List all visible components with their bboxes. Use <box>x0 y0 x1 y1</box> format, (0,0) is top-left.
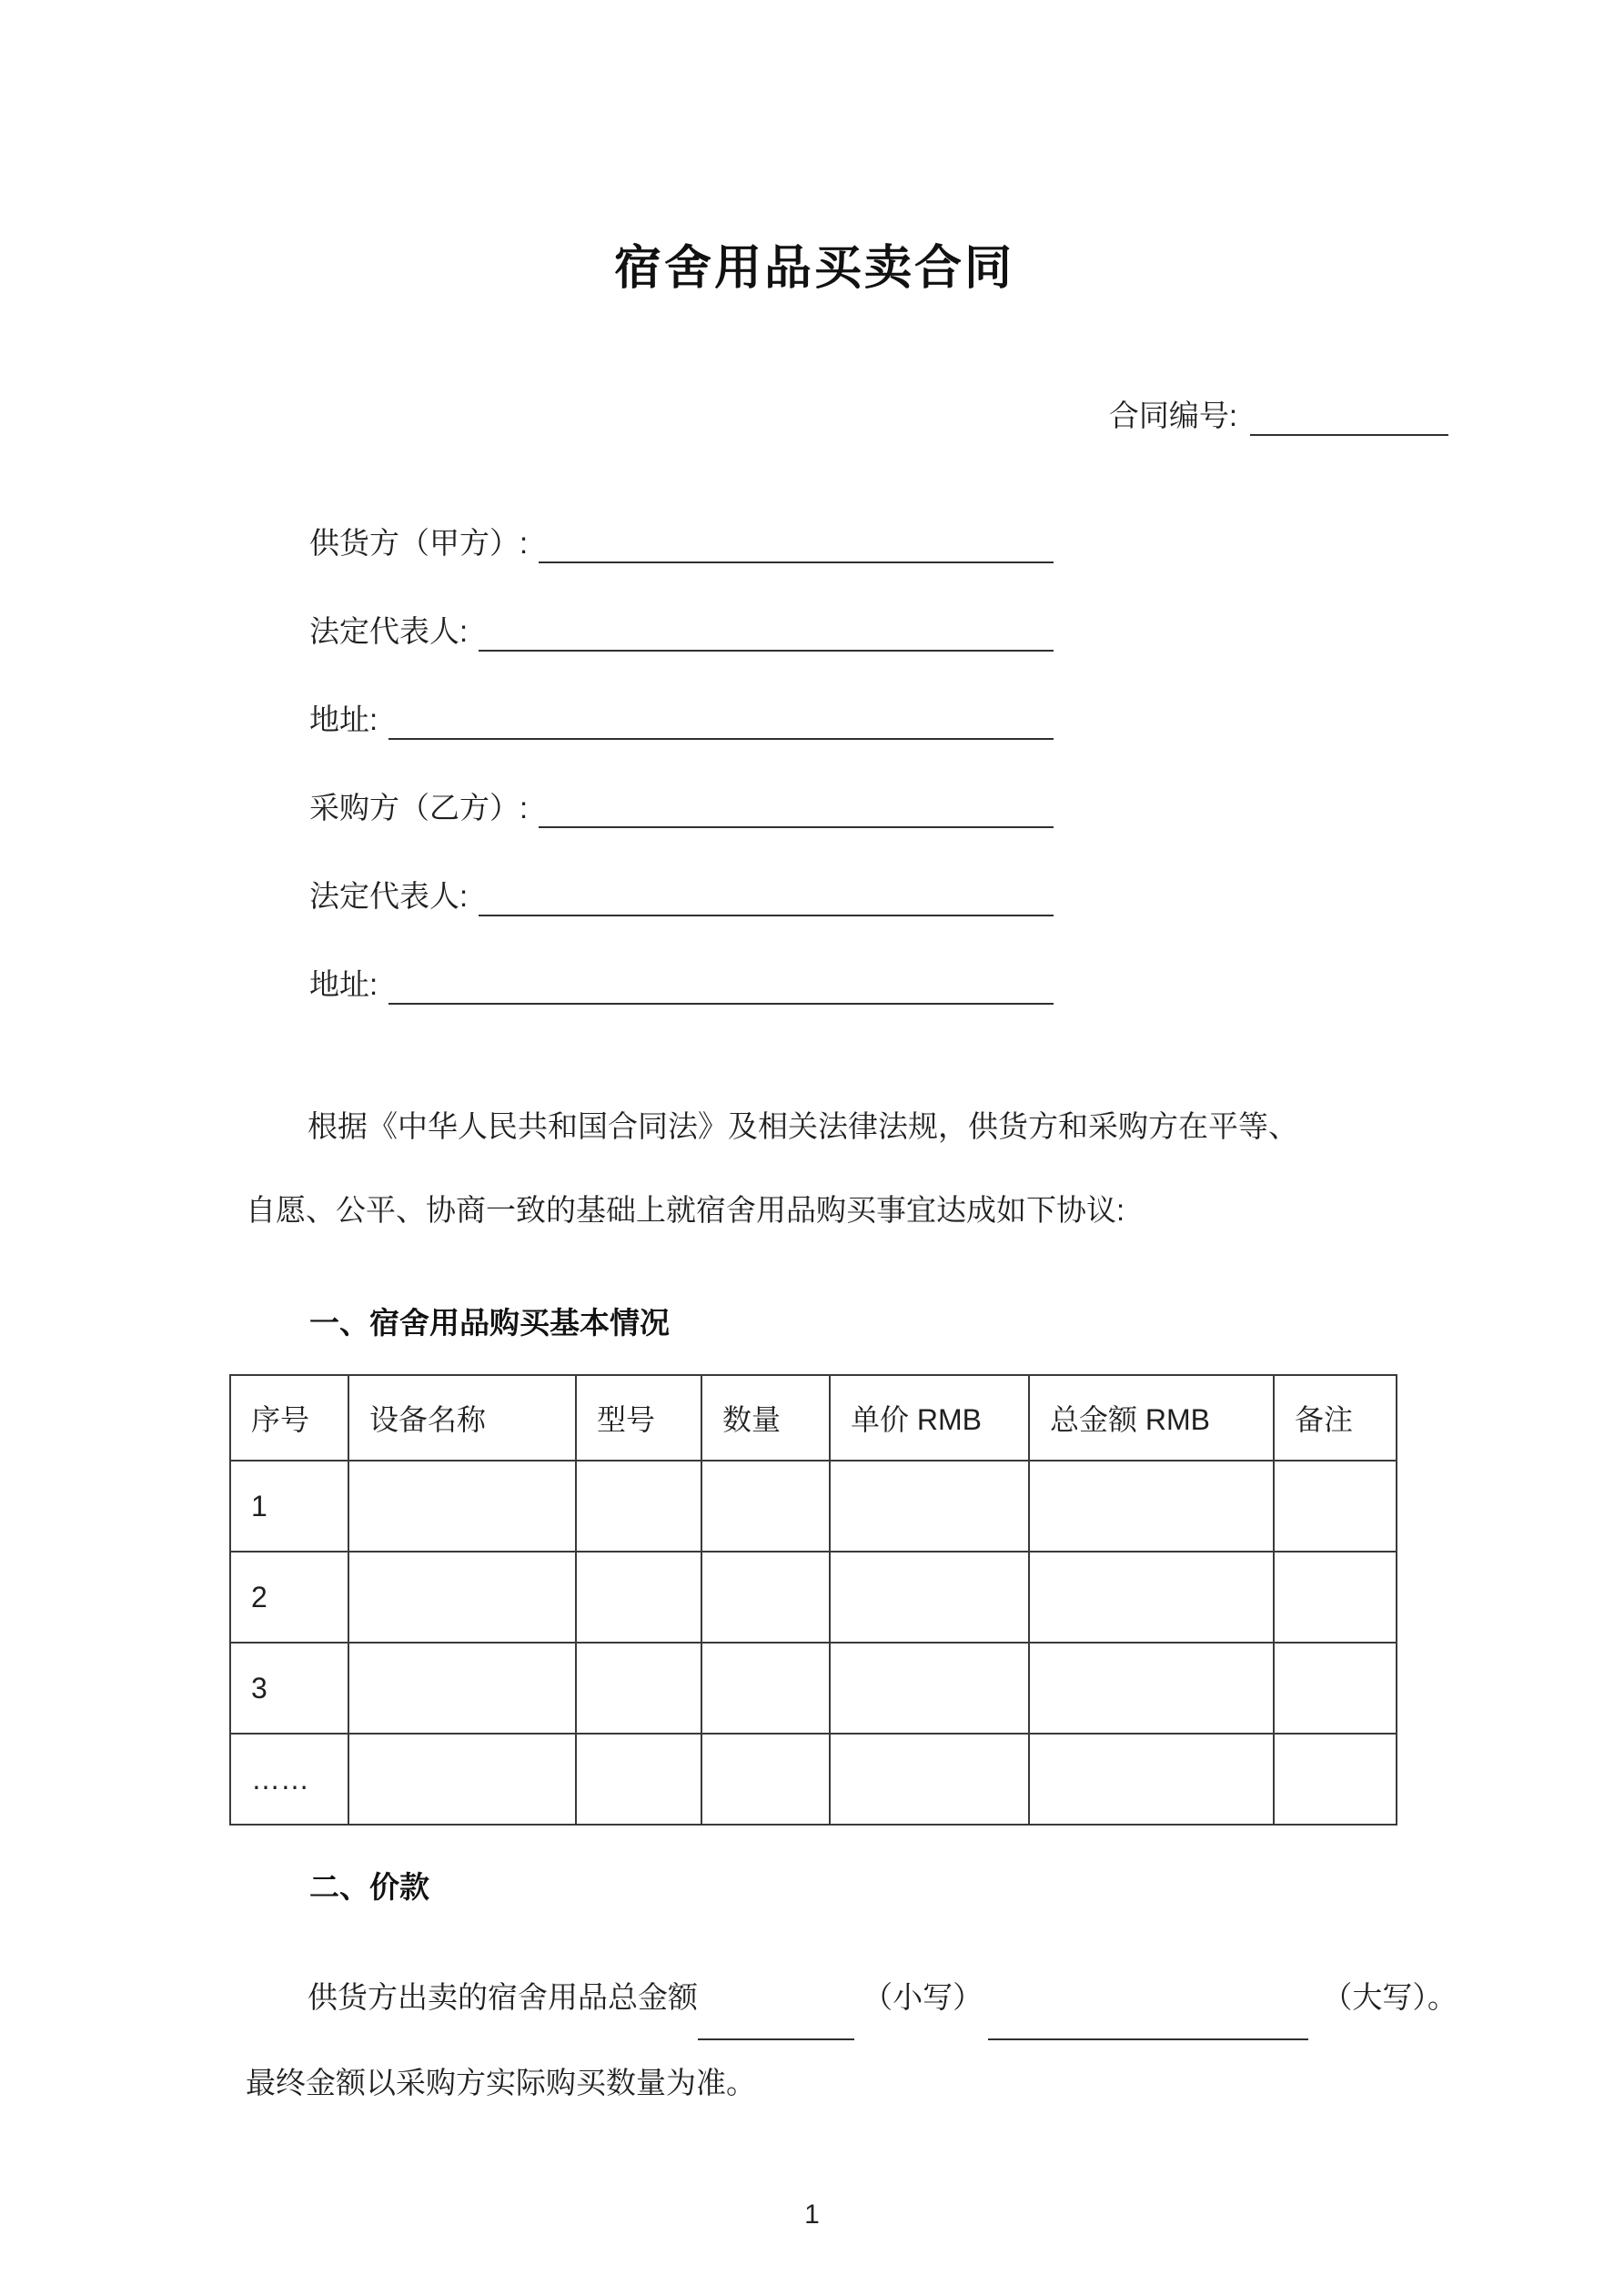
empty-cell <box>1029 1734 1274 1825</box>
price-sentence-part-3: （大写）。 <box>1322 1980 1458 2014</box>
price-sentence-part-2: （小写） <box>862 1980 983 2014</box>
empty-cell <box>830 1734 1029 1825</box>
column-header-equipment-name: 设备名称 <box>348 1375 576 1461</box>
table-row <box>230 1552 1397 1643</box>
empty-cell <box>576 1552 701 1643</box>
table-row <box>230 1734 1397 1825</box>
price-sentence <box>246 1955 1458 2040</box>
price-final-note: 最终金额以采购方实际购买数量为准。 <box>246 2066 756 2099</box>
row-index-cell: 1 <box>230 1461 348 1552</box>
empty-cell <box>1029 1643 1274 1734</box>
row-index-cell: …… <box>230 1734 348 1825</box>
section-2-heading: 二、价款 <box>309 1870 429 1904</box>
empty-cell <box>348 1461 576 1552</box>
empty-cell <box>1274 1643 1397 1734</box>
table-row <box>230 1461 1397 1552</box>
empty-cell <box>701 1734 830 1825</box>
empty-cell <box>1029 1552 1274 1643</box>
empty-cell <box>830 1643 1029 1734</box>
goods-table <box>229 1374 1397 1826</box>
empty-cell <box>348 1643 576 1734</box>
table-row <box>230 1643 1397 1734</box>
empty-cell <box>348 1734 576 1825</box>
field-supplier-representative-blank-line <box>479 615 1054 652</box>
empty-cell <box>830 1461 1029 1552</box>
empty-cell <box>576 1461 701 1552</box>
row-index-cell: 3 <box>230 1643 348 1734</box>
page-number: 1 <box>804 2200 820 2230</box>
field-supplier-address-blank-line <box>388 703 1054 740</box>
field-supplier-address <box>309 700 1054 740</box>
contract-number-label: 合同编号: <box>1108 399 1237 432</box>
preamble-line-2: 自愿、公平、协商一致的基础上就宿舍用品购买事宜达成如下协议: <box>246 1193 1125 1227</box>
section-1-heading: 一、宿舍用品购买基本情况 <box>309 1306 670 1340</box>
empty-cell <box>1274 1552 1397 1643</box>
empty-cell <box>576 1643 701 1734</box>
field-purchaser-address-label: 地址: <box>309 967 378 1001</box>
field-purchaser-representative-label: 法定代表人: <box>309 879 469 913</box>
empty-cell <box>1274 1734 1397 1825</box>
empty-cell <box>1029 1461 1274 1552</box>
field-supplier-blank-line <box>539 527 1054 563</box>
empty-cell <box>701 1552 830 1643</box>
contract-number-row <box>246 396 1448 436</box>
column-header-remarks: 备注 <box>1274 1375 1397 1461</box>
price-paragraph <box>246 1955 1458 2126</box>
field-supplier-representative-label: 法定代表人: <box>309 614 469 648</box>
amount-numeric-blank-line <box>698 2004 854 2040</box>
party-fields <box>309 523 1054 1005</box>
empty-cell <box>576 1734 701 1825</box>
column-header-model: 型号 <box>576 1375 701 1461</box>
empty-cell <box>1274 1461 1397 1552</box>
row-index-cell: 2 <box>230 1552 348 1643</box>
field-supplier <box>309 523 1054 563</box>
goods-table-header-row <box>230 1375 1397 1461</box>
field-purchaser-representative-blank-line <box>479 880 1054 916</box>
preamble-line-1: 根据《中华人民共和国合同法》及相关法律法规，供货方和采购方在平等、 <box>308 1109 1298 1143</box>
empty-cell <box>701 1643 830 1734</box>
column-header-unit-price: 单价 RMB <box>830 1375 1029 1461</box>
column-header-index: 序号 <box>230 1375 348 1461</box>
field-purchaser-representative <box>309 876 1054 916</box>
field-supplier-label: 供货方（甲方）: <box>309 526 529 560</box>
empty-cell <box>830 1552 1029 1643</box>
field-supplier-address-label: 地址: <box>309 703 378 736</box>
field-purchaser-label: 采购方（乙方）: <box>309 791 529 824</box>
document-title: 宿舍用品买卖合同 <box>613 242 1014 295</box>
field-purchaser-address <box>309 965 1054 1005</box>
empty-cell <box>701 1461 830 1552</box>
empty-cell <box>348 1552 576 1643</box>
field-purchaser-blank-line <box>539 792 1054 828</box>
field-purchaser <box>309 788 1054 828</box>
field-purchaser-address-blank-line <box>388 968 1054 1005</box>
column-header-quantity: 数量 <box>701 1375 830 1461</box>
preamble-paragraph <box>246 1085 1383 1252</box>
contract-number-blank-line <box>1250 398 1448 436</box>
price-sentence-part-1: 供货方出卖的宿舍用品总金额 <box>308 1980 698 2014</box>
column-header-total-amount: 总金额 RMB <box>1029 1375 1274 1461</box>
amount-words-blank-line <box>988 2004 1308 2040</box>
field-supplier-representative <box>309 612 1054 652</box>
